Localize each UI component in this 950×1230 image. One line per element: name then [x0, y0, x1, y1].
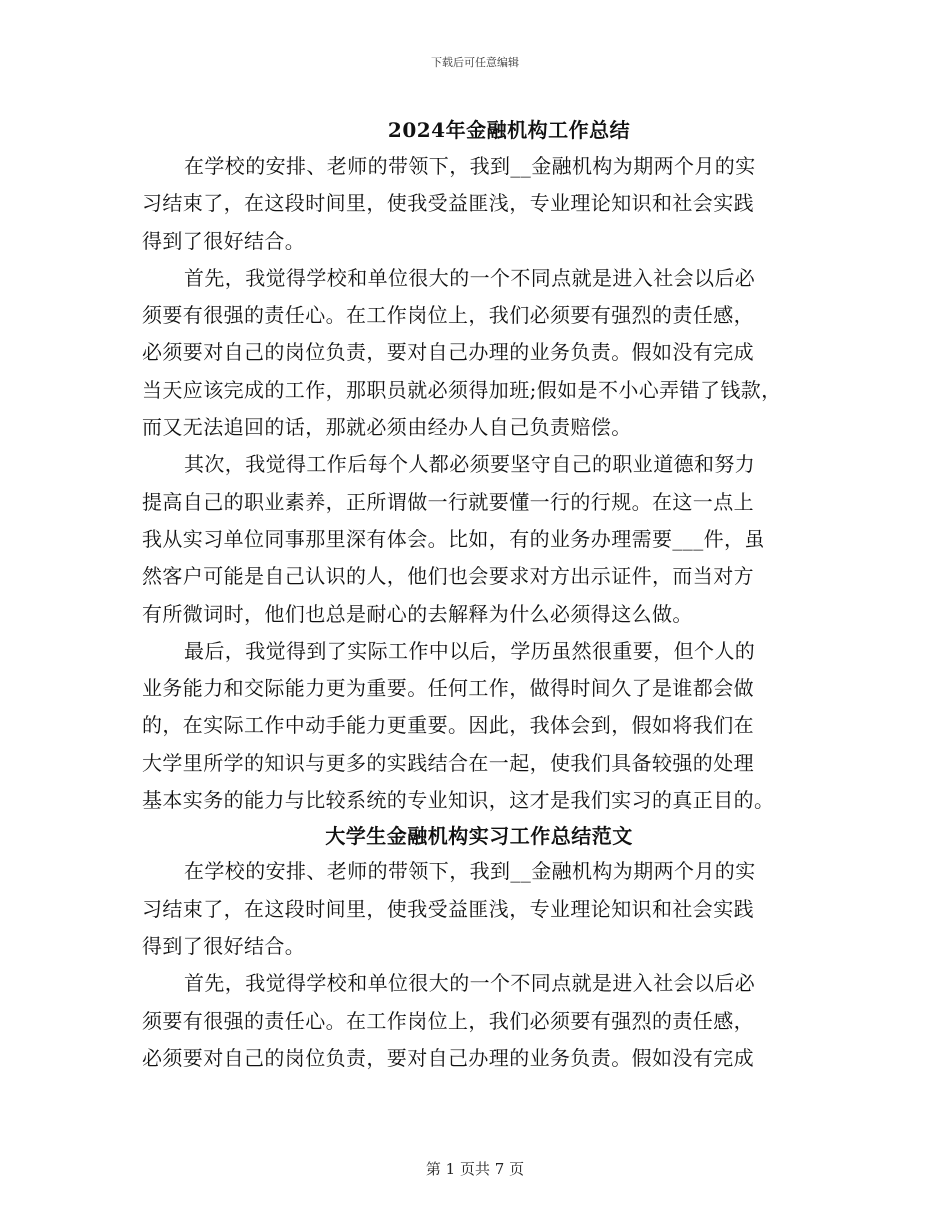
text-line: 须要有很强的责任心。在工作岗位上，我们必须要有强烈的责任感， — [142, 1008, 754, 1033]
paragraph — [142, 853, 816, 965]
text-line: 然客户可能是自己认识的人，他们也会要求对方出示证件，而当对方 — [142, 564, 754, 589]
text-line: 基本实务的能力与比较系统的专业知识，这才是我们实习的真正目的。 — [142, 788, 775, 813]
text-line: 的，在实际工作中动手能力更重要。因此，我体会到，假如将我们在 — [142, 713, 754, 738]
text-line: 我从实习单位同事那里深有体会。比如，有的业务办理需要___件，虽 — [142, 526, 765, 551]
text-line: 业务能力和交际能力更为重要。任何工作，做得时间久了是谁都会做 — [142, 676, 754, 701]
section-title: 大学生金融机构实习工作总结范文 — [325, 824, 633, 849]
page-header: 下载后可任意编辑 — [431, 56, 519, 69]
paragraph — [142, 260, 816, 446]
text-line: 提高自己的职业素养，正所谓做一行就要懂一行的行规。在这一点上 — [142, 489, 754, 514]
section-title: 2024年金融机构工作总结 — [387, 118, 631, 142]
paragraph — [142, 446, 816, 632]
paragraph — [142, 965, 816, 1077]
text-line: 最后，我觉得到了实际工作中以后，学历虽然很重要，但个人的 — [184, 638, 756, 663]
text-line: 必须要对自己的岗位负责，要对自己办理的业务负责。假如没有完成 — [142, 340, 754, 365]
text-line: 习结束了，在这段时间里，使我受益匪浅，专业理论知识和社会实践 — [142, 191, 754, 216]
page-footer: 第 1 页共 7 页 — [425, 1160, 525, 1178]
paragraph — [142, 633, 816, 819]
text-line: 而又无法追回的话，那就必须由经办人自己负责赔偿。 — [142, 415, 632, 440]
text-line: 须要有很强的责任心。在工作岗位上，我们必须要有强烈的责任感， — [142, 303, 754, 328]
text-line: 必须要对自己的岗位负责，要对自己办理的业务负责。假如没有完成 — [142, 1045, 754, 1070]
text-line: 其次，我觉得工作后每个人都必须要坚守自己的职业道德和努力 — [184, 452, 756, 477]
text-line: 在学校的安排、老师的带领下，我到__金融机构为期两个月的实 — [184, 154, 756, 178]
document-body — [142, 112, 816, 1077]
text-line: 在学校的安排、老师的带领下，我到__金融机构为期两个月的实 — [184, 859, 756, 884]
paragraph — [142, 148, 816, 260]
text-line: 首先，我觉得学校和单位很大的一个不同点就是进入社会以后必 — [184, 971, 756, 996]
text-line: 得到了很好结合。 — [142, 933, 306, 958]
text-line: 大学里所学的知识与更多的实践结合在一起，使我们具备较强的处理 — [142, 750, 754, 775]
text-line: 得到了很好结合。 — [142, 228, 306, 253]
text-line: 有所微词时，他们也总是耐心的去解释为什么必须得这么做。 — [142, 601, 693, 626]
text-line: 习结束了，在这段时间里，使我受益匪浅，专业理论知识和社会实践 — [142, 896, 754, 921]
text-line: 当天应该完成的工作，那职员就必须得加班;假如是不小心弄错了钱款， — [142, 377, 782, 402]
text-line: 首先，我觉得学校和单位很大的一个不同点就是进入社会以后必 — [184, 265, 756, 290]
